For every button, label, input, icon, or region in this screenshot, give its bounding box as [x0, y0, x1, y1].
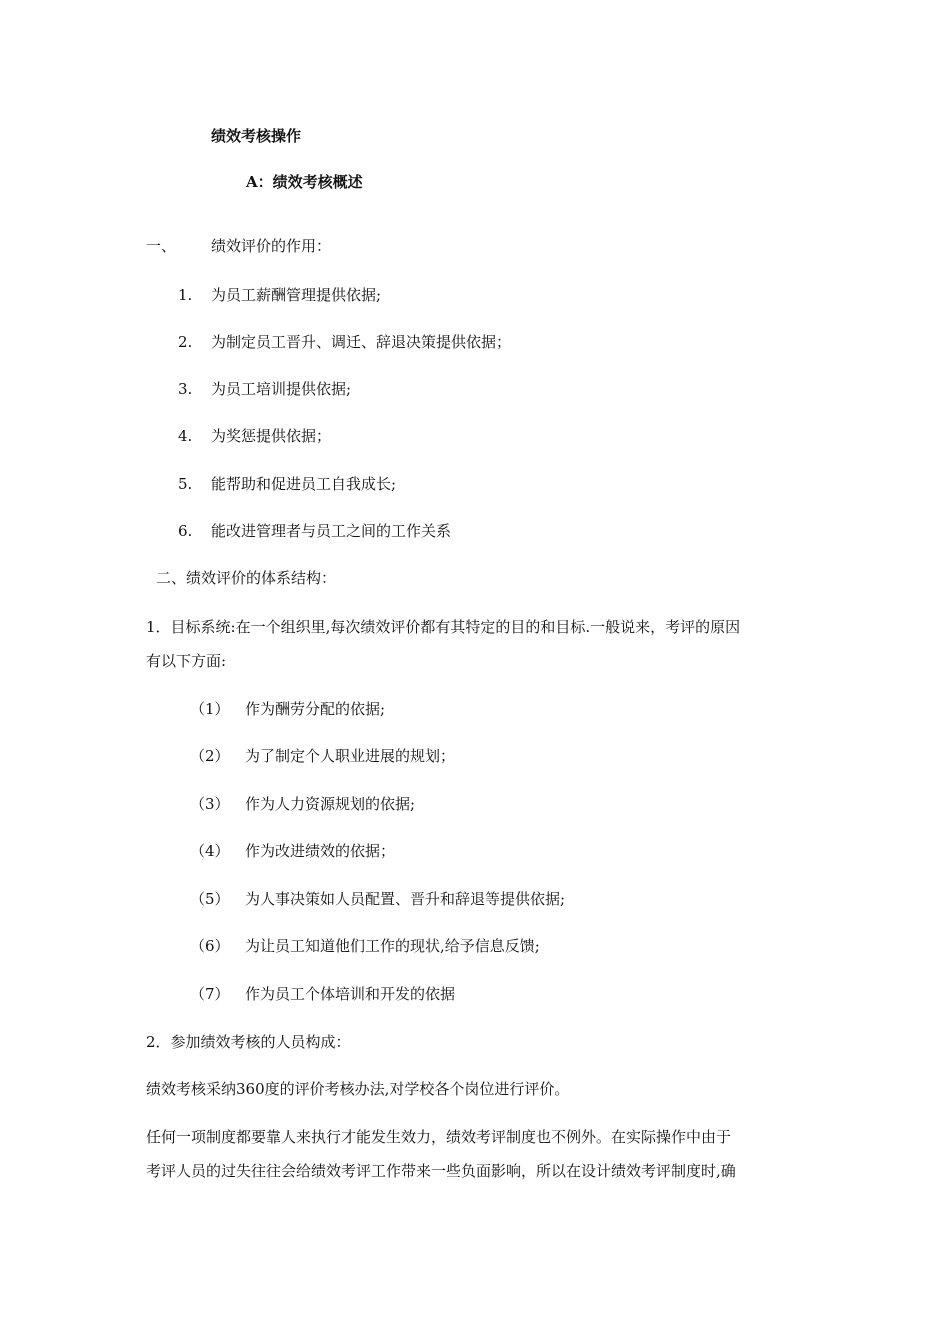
list-item-number: 6.: [178, 522, 193, 540]
section1-marker: 一、: [146, 237, 177, 255]
section2-heading: 二、绩效评价的体系结构：: [156, 569, 337, 587]
list-item: 作为员工个体培训和开发的依据: [245, 985, 456, 1003]
paragraph-heading: 2．参加绩效考核的人员构成：: [146, 1033, 351, 1051]
list-item: 为人事决策如人员配置、晋升和辞退等提供依据;: [245, 890, 566, 908]
list-item: 能帮助和促进员工自我成长;: [211, 475, 397, 493]
paragraph-line: 绩效考核采纳360度的评价考核办法,对学校各个岗位进行评价。: [146, 1080, 570, 1098]
list-item-number: （3）: [190, 795, 230, 813]
list-item: 为员工薪酬管理提供依据;: [211, 286, 382, 304]
list-item: 为了制定个人职业进展的规划；: [245, 747, 456, 765]
document-title: 绩效考核操作: [211, 127, 302, 145]
list-item-number: 4.: [178, 427, 193, 445]
list-item-number: 2.: [178, 333, 193, 351]
paragraph-line: 考评人员的过失往往会给绩效考评工作带来一些负面影响，所以在设计绩效考评制度时,确: [146, 1162, 736, 1180]
list-item-number: （2）: [190, 747, 230, 765]
paragraph-line: 有以下方面:: [146, 652, 227, 670]
list-item-number: 3.: [178, 380, 193, 398]
list-item-number: 1.: [178, 286, 193, 304]
list-item: 作为改进绩效的依据；: [245, 842, 396, 860]
list-item: 作为人力资源规划的依据;: [245, 795, 416, 813]
paragraph-line: 1．目标系统:在一个组织里,每次绩效评价都有其特定的目的和目标.一般说来，考评的原因: [146, 618, 741, 636]
list-item-number: （1）: [190, 700, 230, 718]
list-item-number: （7）: [190, 985, 230, 1003]
list-item: 能改进管理者与员工之间的工作关系: [211, 522, 452, 540]
list-item: 作为酬劳分配的依据;: [245, 700, 386, 718]
list-item-number: （5）: [190, 890, 230, 908]
paragraph-line: 任何一项制度都要靠人来执行才能发生效力，绩效考评制度也不例外。在实际操作中由于: [146, 1128, 732, 1146]
list-item: 为让员工知道他们工作的现状,给予信息反馈;: [245, 937, 540, 955]
list-item: 为员工培训提供依据;: [211, 380, 352, 398]
list-item-number: （6）: [190, 937, 230, 955]
document-subtitle: A：绩效考核概述: [246, 173, 363, 191]
list-item: 为奖惩提供依据；: [211, 427, 332, 445]
list-item: 为制定员工晋升、调迁、辞退决策提供依据；: [211, 333, 512, 351]
section1-heading: 绩效评价的作用：: [211, 237, 332, 255]
list-item-number: （4）: [190, 842, 230, 860]
list-item-number: 5.: [178, 475, 193, 493]
